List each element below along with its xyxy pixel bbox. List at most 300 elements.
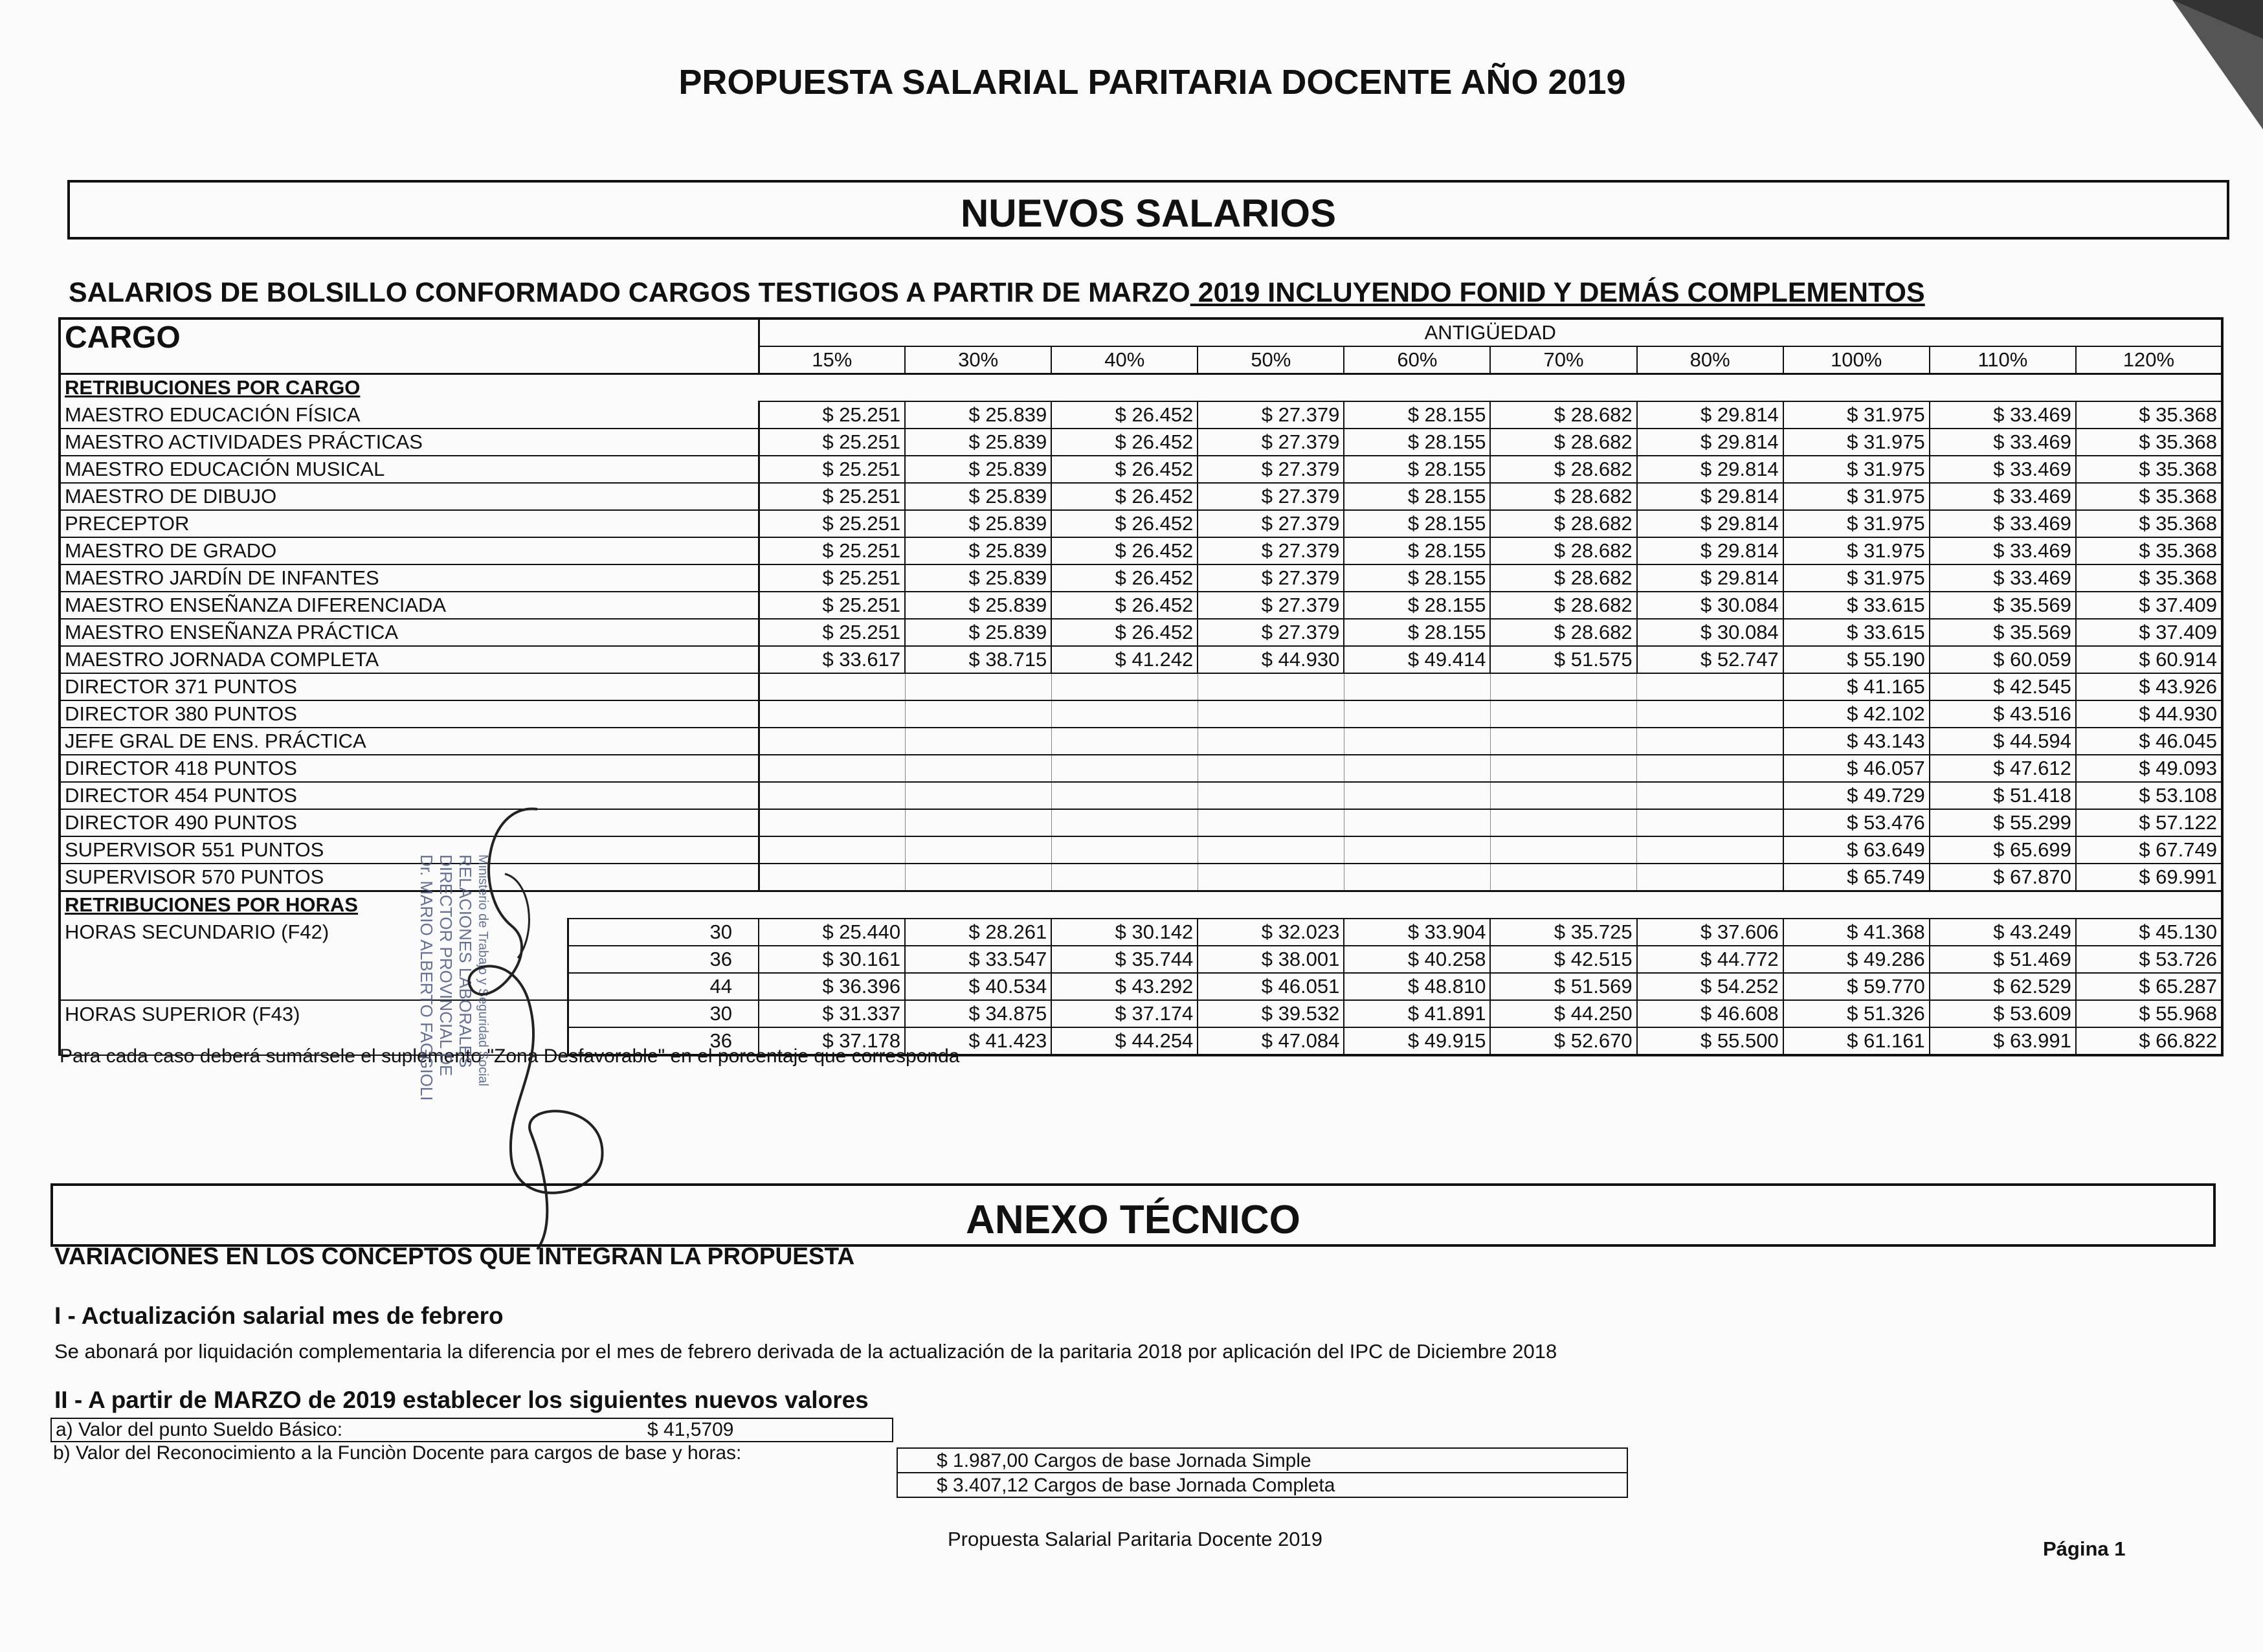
cargo-label: SUPERVISOR 570 PUNTOS <box>60 864 759 891</box>
salary-cell: $ 30.142 <box>1051 919 1198 946</box>
salary-cell: $ 53.476 <box>1783 809 1930 836</box>
salary-cell: $ 27.379 <box>1198 401 1344 429</box>
salary-cell <box>1051 728 1198 755</box>
salary-cell: $ 51.575 <box>1490 646 1636 673</box>
salary-cell: $ 29.814 <box>1637 537 1783 564</box>
salary-cell: $ 60.914 <box>2076 646 2222 673</box>
percentage-header: 80% <box>1637 346 1783 374</box>
salary-cell <box>1490 728 1636 755</box>
salary-cell: $ 35.368 <box>2076 401 2222 429</box>
salary-cell: $ 41.891 <box>1344 1000 1490 1027</box>
salary-cell <box>905 864 1051 891</box>
table-row <box>60 728 2222 755</box>
cargo-label: DIRECTOR 418 PUNTOS <box>60 755 759 782</box>
salary-cell: $ 41.368 <box>1783 919 1930 946</box>
salary-cell: $ 25.251 <box>759 537 905 564</box>
salary-cell <box>1490 755 1636 782</box>
salary-cell: $ 29.814 <box>1637 483 1783 510</box>
salary-cell: $ 46.051 <box>1198 973 1344 1000</box>
salary-cell: $ 33.469 <box>1930 510 2076 537</box>
salary-cell: $ 25.251 <box>759 456 905 483</box>
subtitle-underlined: 2019 INCLUYENDO FONID Y DEMÁS COMPLEMENTOS <box>1190 277 1925 308</box>
salary-cell <box>1198 728 1344 755</box>
punto-sueldo-value: $ 41,5709 <box>647 1419 734 1440</box>
banner-anexo-tecnico: ANEXO TÉCNICO <box>50 1183 2216 1247</box>
cargo-label: PRECEPTOR <box>60 510 759 537</box>
salary-cell: $ 28.682 <box>1490 510 1636 537</box>
salary-cell: $ 57.122 <box>2076 809 2222 836</box>
salary-cell: $ 33.547 <box>905 946 1051 973</box>
salary-subtitle <box>69 277 1925 309</box>
salary-cell: $ 44.930 <box>2076 700 2222 728</box>
salary-cell <box>1637 728 1783 755</box>
salary-cell <box>759 755 905 782</box>
salary-cell: $ 38.001 <box>1198 946 1344 973</box>
salary-cell: $ 67.870 <box>1930 864 2076 891</box>
salary-cell: $ 28.155 <box>1344 401 1490 429</box>
salary-cell: $ 43.143 <box>1783 728 1930 755</box>
hours-cell: 36 <box>568 946 759 973</box>
salary-cell: $ 28.682 <box>1490 592 1636 619</box>
salary-cell: $ 53.609 <box>1930 1000 2076 1027</box>
salary-cell: $ 49.414 <box>1344 646 1490 673</box>
salary-cell: $ 51.569 <box>1490 973 1636 1000</box>
table-row <box>60 646 2222 673</box>
salary-cell: $ 25.251 <box>759 401 905 429</box>
salary-cell: $ 30.161 <box>759 946 905 973</box>
salary-cell: $ 27.379 <box>1198 510 1344 537</box>
salary-cell: $ 26.452 <box>1051 592 1198 619</box>
section-retribuciones-cargo <box>60 374 2222 402</box>
salary-cell: $ 40.258 <box>1344 946 1490 973</box>
salary-cell: $ 35.368 <box>2076 456 2222 483</box>
salary-cell: $ 47.612 <box>1930 755 2076 782</box>
salary-cell: $ 42.102 <box>1783 700 1930 728</box>
salary-cell <box>1637 700 1783 728</box>
salary-cell: $ 52.670 <box>1490 1027 1636 1055</box>
salary-cell <box>1490 782 1636 809</box>
salary-cell <box>1344 673 1490 700</box>
salary-cell: $ 43.292 <box>1051 973 1198 1000</box>
salary-cell: $ 31.975 <box>1783 483 1930 510</box>
salary-cell: $ 46.045 <box>2076 728 2222 755</box>
salary-cell <box>1344 809 1490 836</box>
salary-cell: $ 55.190 <box>1783 646 1930 673</box>
salary-cell: $ 33.469 <box>1930 401 2076 429</box>
section-2-title: II - A partir de MARZO de 2019 establecer los siguientes nuevos valores <box>54 1387 869 1413</box>
salary-cell: $ 28.682 <box>1490 564 1636 592</box>
table-row <box>60 619 2222 646</box>
salary-cell: $ 28.155 <box>1344 564 1490 592</box>
hours-cell: 44 <box>568 973 759 1000</box>
salary-cell: $ 25.440 <box>759 919 905 946</box>
cargo-header: CARGO <box>60 318 759 374</box>
salary-cell: $ 27.379 <box>1198 483 1344 510</box>
banner-nuevos-salarios: NUEVOS SALARIOS <box>67 180 2229 240</box>
salary-cell: $ 41.423 <box>905 1027 1051 1055</box>
salary-cell <box>905 836 1051 864</box>
table-row <box>60 537 2222 564</box>
salary-cell <box>1051 673 1198 700</box>
salary-cell: $ 47.084 <box>1198 1027 1344 1055</box>
salary-cell: $ 27.379 <box>1198 564 1344 592</box>
salary-cell: $ 40.534 <box>905 973 1051 1000</box>
salary-cell: $ 33.469 <box>1930 456 2076 483</box>
footnote: Para cada caso deberá sumársele el suplemento "Zona Desfavorable" en el porcentaje que corresponda <box>60 1045 960 1067</box>
salary-cell: $ 25.839 <box>905 483 1051 510</box>
salary-cell: $ 46.057 <box>1783 755 1930 782</box>
salary-cell: $ 27.379 <box>1198 592 1344 619</box>
salary-cell: $ 27.379 <box>1198 619 1344 646</box>
salary-cell: $ 42.515 <box>1490 946 1636 973</box>
salary-cell <box>1198 782 1344 809</box>
stamp-line-2: DIRECTOR PROVINCIAL DE <box>436 854 456 1077</box>
salary-cell: $ 43.926 <box>2076 673 2222 700</box>
salary-cell: $ 33.904 <box>1344 919 1490 946</box>
salary-cell: $ 34.875 <box>905 1000 1051 1027</box>
salary-cell: $ 28.682 <box>1490 401 1636 429</box>
salary-cell: $ 41.242 <box>1051 646 1198 673</box>
salary-cell: $ 29.814 <box>1637 564 1783 592</box>
salary-cell <box>759 836 905 864</box>
salary-cell: $ 25.839 <box>905 564 1051 592</box>
table-row <box>60 564 2222 592</box>
salary-cell: $ 63.649 <box>1783 836 1930 864</box>
salary-cell: $ 37.178 <box>759 1027 905 1055</box>
percentage-header: 70% <box>1490 346 1636 374</box>
salary-cell: $ 35.744 <box>1051 946 1198 973</box>
salary-cell: $ 49.286 <box>1783 946 1930 973</box>
salary-cell: $ 42.545 <box>1930 673 2076 700</box>
salary-cell: $ 33.617 <box>759 646 905 673</box>
salary-cell: $ 63.991 <box>1930 1027 2076 1055</box>
horas-label: HORAS SECUNDARIO (F42) <box>60 919 568 946</box>
salary-cell: $ 39.532 <box>1198 1000 1344 1027</box>
page-number: Página 1 <box>2043 1537 2126 1560</box>
salary-cell <box>1051 755 1198 782</box>
salary-cell: $ 35.725 <box>1490 919 1636 946</box>
salary-cell: $ 51.469 <box>1930 946 2076 973</box>
salary-cell <box>905 728 1051 755</box>
salary-cell: $ 43.516 <box>1930 700 2076 728</box>
salary-cell: $ 44.250 <box>1490 1000 1636 1027</box>
salary-cell: $ 46.608 <box>1637 1000 1783 1027</box>
salary-cell: $ 33.615 <box>1783 619 1930 646</box>
salary-cell: $ 35.368 <box>2076 537 2222 564</box>
salary-cell: $ 67.749 <box>2076 836 2222 864</box>
salary-cell: $ 25.839 <box>905 592 1051 619</box>
section-retribuciones-cargo-label: RETRIBUCIONES POR CARGO <box>60 374 2222 402</box>
salary-cell: $ 33.469 <box>1930 429 2076 456</box>
cargo-label: MAESTRO JORNADA COMPLETA <box>60 646 759 673</box>
salary-cell: $ 45.130 <box>2076 919 2222 946</box>
section-1-title: I - Actualización salarial mes de febrero <box>54 1302 504 1329</box>
salary-cell: $ 55.500 <box>1637 1027 1783 1055</box>
salary-cell: $ 25.251 <box>759 429 905 456</box>
salary-cell: $ 33.615 <box>1783 592 1930 619</box>
salary-cell: $ 35.368 <box>2076 483 2222 510</box>
percentage-header: 120% <box>2076 346 2222 374</box>
salary-cell: $ 26.452 <box>1051 510 1198 537</box>
salary-cell: $ 35.569 <box>1930 592 2076 619</box>
salary-cell <box>905 673 1051 700</box>
salary-cell <box>1637 673 1783 700</box>
salary-cell: $ 28.682 <box>1490 619 1636 646</box>
salary-cell: $ 25.251 <box>759 619 905 646</box>
punto-sueldo-box <box>50 1418 893 1442</box>
salary-cell: $ 53.108 <box>2076 782 2222 809</box>
table-row <box>60 755 2222 782</box>
salary-cell: $ 25.839 <box>905 401 1051 429</box>
salary-cell: $ 28.682 <box>1490 456 1636 483</box>
salary-cell <box>759 700 905 728</box>
salary-cell: $ 49.915 <box>1344 1027 1490 1055</box>
cargo-label: MAESTRO EDUCACIÓN FÍSICA <box>60 401 759 429</box>
salary-cell: $ 26.452 <box>1051 401 1198 429</box>
salary-cell: $ 31.975 <box>1783 429 1930 456</box>
percentage-header: 50% <box>1198 346 1344 374</box>
salary-cell: $ 25.251 <box>759 483 905 510</box>
salary-cell: $ 28.155 <box>1344 456 1490 483</box>
salary-cell <box>905 809 1051 836</box>
salary-cell <box>1637 755 1783 782</box>
salary-cell <box>1051 836 1198 864</box>
salary-cell: $ 29.814 <box>1637 456 1783 483</box>
reconocimiento-box <box>897 1447 1628 1498</box>
salary-cell <box>1198 673 1344 700</box>
variaciones-heading: VARIACIONES EN LOS CONCEPTOS QUE INTEGRAN LA PROPUESTA <box>54 1243 855 1269</box>
salary-cell: $ 44.930 <box>1198 646 1344 673</box>
cargo-label: JEFE GRAL DE ENS. PRÁCTICA <box>60 728 759 755</box>
salary-cell <box>1198 755 1344 782</box>
salary-cell: $ 54.252 <box>1637 973 1783 1000</box>
salary-cell: $ 25.839 <box>905 619 1051 646</box>
salary-cell <box>1490 809 1636 836</box>
salary-cell: $ 26.452 <box>1051 564 1198 592</box>
salary-cell: $ 28.155 <box>1344 483 1490 510</box>
salary-cell: $ 25.839 <box>905 429 1051 456</box>
salary-cell <box>905 782 1051 809</box>
salary-cell: $ 44.772 <box>1637 946 1783 973</box>
stamp-line-4: Ministerio de Trabajo y Seguridad Social <box>476 854 490 1086</box>
document-title: PROPUESTA SALARIAL PARITARIA DOCENTE AÑO 2019 <box>678 63 1626 102</box>
salary-cell: $ 28.682 <box>1490 483 1636 510</box>
salary-cell: $ 25.839 <box>905 456 1051 483</box>
salary-cell: $ 28.261 <box>905 919 1051 946</box>
hours-cell: 30 <box>568 919 759 946</box>
salary-cell: $ 37.409 <box>2076 592 2222 619</box>
salary-cell <box>905 755 1051 782</box>
salary-cell: $ 51.326 <box>1783 1000 1930 1027</box>
salary-cell: $ 31.337 <box>759 1000 905 1027</box>
salary-cell: $ 28.682 <box>1490 537 1636 564</box>
salary-cell: $ 28.155 <box>1344 592 1490 619</box>
salary-cell: $ 29.814 <box>1637 510 1783 537</box>
hours-cell: 36 <box>568 1027 759 1055</box>
cargo-label: MAESTRO JARDÍN DE INFANTES <box>60 564 759 592</box>
table-row <box>60 673 2222 700</box>
salary-cell: $ 28.155 <box>1344 537 1490 564</box>
salary-cell: $ 31.975 <box>1783 537 1930 564</box>
cargo-label: DIRECTOR 380 PUNTOS <box>60 700 759 728</box>
footer-title: Propuesta Salarial Paritaria Docente 2019 <box>948 1528 1323 1550</box>
cargo-label: MAESTRO DE DIBUJO <box>60 483 759 510</box>
salary-cell <box>1490 673 1636 700</box>
salary-cell <box>759 728 905 755</box>
salary-cell: $ 33.469 <box>1930 483 2076 510</box>
salary-cell: $ 66.822 <box>2076 1027 2222 1055</box>
salary-cell: $ 31.975 <box>1783 456 1930 483</box>
salary-cell: $ 59.770 <box>1783 973 1930 1000</box>
salary-cell: $ 55.968 <box>2076 1000 2222 1027</box>
salary-cell: $ 33.469 <box>1930 537 2076 564</box>
table-row <box>60 401 2222 429</box>
salary-cell: $ 61.161 <box>1783 1027 1930 1055</box>
salary-cell <box>1051 782 1198 809</box>
salary-cell: $ 31.975 <box>1783 401 1930 429</box>
salary-cell: $ 37.174 <box>1051 1000 1198 1027</box>
salary-cell: $ 62.529 <box>1930 973 2076 1000</box>
salary-cell <box>1637 782 1783 809</box>
salary-cell <box>1344 755 1490 782</box>
salary-cell: $ 51.418 <box>1930 782 2076 809</box>
cargo-label: MAESTRO ENSEÑANZA DIFERENCIADA <box>60 592 759 619</box>
salary-cell: $ 44.594 <box>1930 728 2076 755</box>
salary-cell: $ 25.251 <box>759 564 905 592</box>
percentage-header: 40% <box>1051 346 1198 374</box>
reconocimiento-jornada-simple: $ 1.987,00 Cargos de base Jornada Simple <box>898 1449 1627 1473</box>
salary-cell: $ 33.469 <box>1930 564 2076 592</box>
salary-cell: $ 49.093 <box>2076 755 2222 782</box>
stamp-line-1: Dr. MARIO ALBERTO FAGGIOLI <box>417 854 436 1101</box>
salary-cell: $ 37.606 <box>1637 919 1783 946</box>
section-retribuciones-horas-label: RETRIBUCIONES POR HORAS <box>60 891 2222 919</box>
salary-cell: $ 35.569 <box>1930 619 2076 646</box>
cargo-label: MAESTRO ENSEÑANZA PRÁCTICA <box>60 619 759 646</box>
cargo-label: MAESTRO EDUCACIÓN MUSICAL <box>60 456 759 483</box>
salary-cell: $ 37.409 <box>2076 619 2222 646</box>
salary-cell: $ 65.287 <box>2076 973 2222 1000</box>
salary-cell: $ 27.379 <box>1198 429 1344 456</box>
subtitle-plain: SALARIOS DE BOLSILLO CONFORMADO CARGOS TESTIGOS A PARTIR DE MARZO <box>69 277 1190 308</box>
stamp-line-3: RELACIONES LABORALES <box>456 854 475 1068</box>
hours-cell: 30 <box>568 1000 759 1027</box>
cargo-label: MAESTRO DE GRADO <box>60 537 759 564</box>
salary-cell: $ 26.452 <box>1051 537 1198 564</box>
salary-cell: $ 65.699 <box>1930 836 2076 864</box>
salary-cell <box>1344 864 1490 891</box>
cargo-label: SUPERVISOR 551 PUNTOS <box>60 836 759 864</box>
salary-cell <box>759 864 905 891</box>
salary-cell: $ 55.299 <box>1930 809 2076 836</box>
cargo-label: DIRECTOR 371 PUNTOS <box>60 673 759 700</box>
percentage-header: 30% <box>905 346 1051 374</box>
salary-cell <box>759 809 905 836</box>
salary-cell: $ 30.084 <box>1637 592 1783 619</box>
antiguedad-header: ANTIGÜEDAD <box>759 318 2222 346</box>
salary-cell: $ 36.396 <box>759 973 905 1000</box>
table-row <box>60 456 2222 483</box>
table-row <box>60 700 2222 728</box>
salary-cell: $ 52.747 <box>1637 646 1783 673</box>
cargo-label: DIRECTOR 454 PUNTOS <box>60 782 759 809</box>
salary-cell: $ 28.682 <box>1490 429 1636 456</box>
salary-cell: $ 28.155 <box>1344 429 1490 456</box>
salary-cell <box>1344 728 1490 755</box>
salary-cell: $ 38.715 <box>905 646 1051 673</box>
reconocimiento-jornada-completa: $ 3.407,12 Cargos de base Jornada Completa <box>937 1475 1335 1496</box>
salary-cell: $ 44.254 <box>1051 1027 1198 1055</box>
salary-cell: $ 35.368 <box>2076 564 2222 592</box>
salary-cell <box>1490 864 1636 891</box>
punto-sueldo-label: a) Valor del punto Sueldo Básico: <box>56 1419 343 1440</box>
salary-cell: $ 69.991 <box>2076 864 2222 891</box>
salary-cell: $ 28.155 <box>1344 619 1490 646</box>
salary-cell: $ 31.975 <box>1783 510 1930 537</box>
salary-cell: $ 65.749 <box>1783 864 1930 891</box>
salary-cell: $ 26.452 <box>1051 429 1198 456</box>
reconocimiento-label: b) Valor del Reconocimiento a la Funciòn Docente para cargos de base y horas: <box>53 1442 742 1464</box>
cargo-label: DIRECTOR 490 PUNTOS <box>60 809 759 836</box>
salary-cell <box>1637 836 1783 864</box>
salary-cell <box>1344 700 1490 728</box>
salary-cell: $ 35.368 <box>2076 429 2222 456</box>
salary-cell <box>759 782 905 809</box>
salary-cell: $ 32.023 <box>1198 919 1344 946</box>
page-corner-fold <box>2172 0 2263 129</box>
salary-cell <box>1637 864 1783 891</box>
salary-cell <box>1344 836 1490 864</box>
salary-cell: $ 25.839 <box>905 537 1051 564</box>
salary-cell <box>905 700 1051 728</box>
salary-cell <box>1344 782 1490 809</box>
salary-cell: $ 29.814 <box>1637 401 1783 429</box>
salary-cell: $ 25.839 <box>905 510 1051 537</box>
salary-cell <box>1490 836 1636 864</box>
salary-cell: $ 48.810 <box>1344 973 1490 1000</box>
salary-cell <box>1637 809 1783 836</box>
salary-cell: $ 26.452 <box>1051 456 1198 483</box>
salary-cell: $ 25.251 <box>759 510 905 537</box>
horas-label: HORAS SUPERIOR (F43) <box>60 1000 568 1027</box>
salary-cell: $ 27.379 <box>1198 456 1344 483</box>
salary-cell <box>1051 809 1198 836</box>
cargo-label: MAESTRO ACTIVIDADES PRÁCTICAS <box>60 429 759 456</box>
salary-cell: $ 26.452 <box>1051 483 1198 510</box>
salary-cell: $ 49.729 <box>1783 782 1930 809</box>
percentage-header: 110% <box>1930 346 2076 374</box>
table-row <box>60 510 2222 537</box>
salary-cell: $ 29.814 <box>1637 429 1783 456</box>
salary-cell: $ 60.059 <box>1930 646 2076 673</box>
percentage-header: 60% <box>1344 346 1490 374</box>
salary-cell: $ 26.452 <box>1051 619 1198 646</box>
salary-cell: $ 31.975 <box>1783 564 1930 592</box>
salary-cell: $ 30.084 <box>1637 619 1783 646</box>
salary-cell: $ 28.155 <box>1344 510 1490 537</box>
salary-cell <box>1051 700 1198 728</box>
salary-cell <box>1198 700 1344 728</box>
salary-cell: $ 53.726 <box>2076 946 2222 973</box>
percentage-header: 15% <box>759 346 905 374</box>
salary-cell: $ 41.165 <box>1783 673 1930 700</box>
salary-cell <box>759 673 905 700</box>
salary-cell <box>1198 809 1344 836</box>
table-row <box>60 483 2222 510</box>
salary-cell: $ 27.379 <box>1198 537 1344 564</box>
percentage-header: 100% <box>1783 346 1930 374</box>
salary-cell: $ 43.249 <box>1930 919 2076 946</box>
